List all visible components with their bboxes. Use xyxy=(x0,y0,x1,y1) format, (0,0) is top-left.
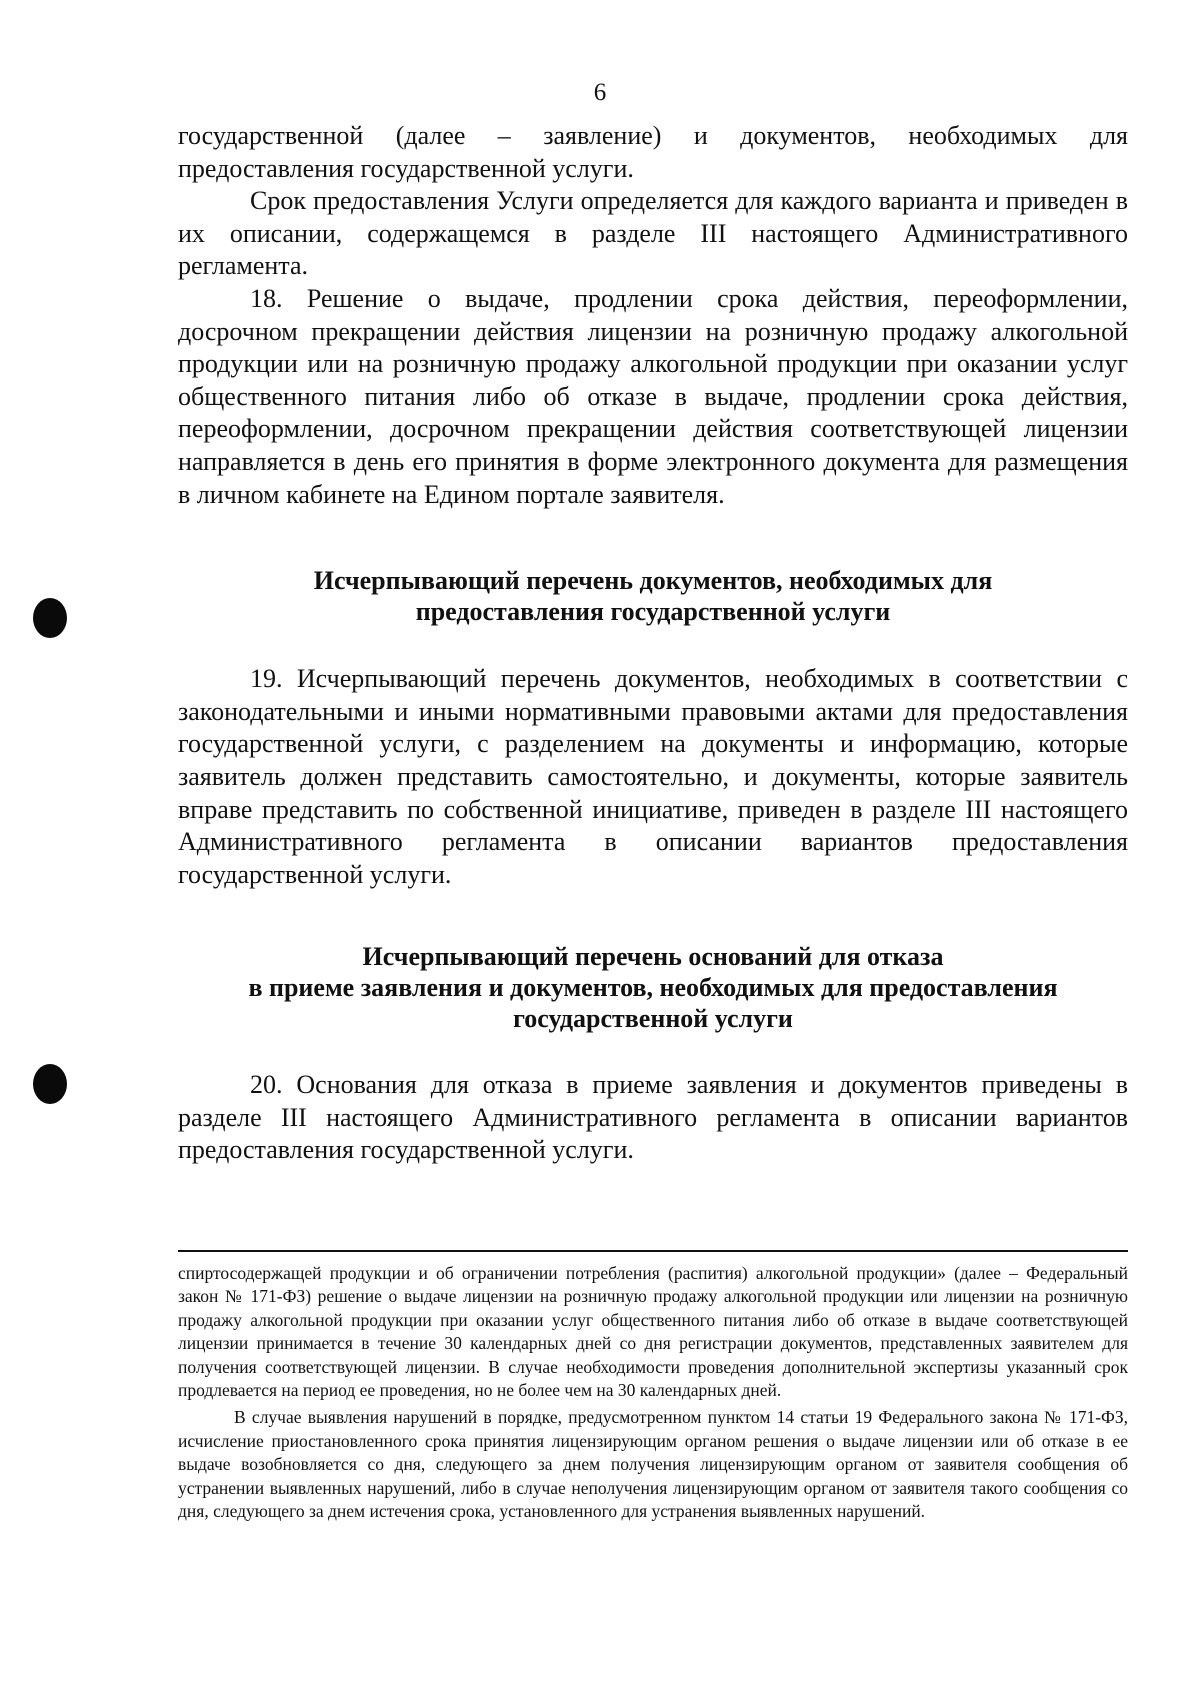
footnote-continuation: спиртосодержащей продукции и об ограничении потребления (распития) алкогольной продукции» (далее – Федеральный закон № 171-ФЗ) решение о выдаче лицензии на розничную продажу алкогольной продукции или лицензии на розничную продажу алкогольной продукции при оказании услуг общественного питания либо об отказе в выдаче соответствующей лицензии принимается в течение 30 календарных дней со дня регистрации документов, представленных заявителем для получения соответствующей лицензии. В случае необходимости проведения дополнительной экспертизы указанный срок продлевается на период ее проведения, но не более чем на 30 календарных дней. xyxy=(178,1263,1128,1401)
section-title-line: предоставления государственной услуги xyxy=(415,597,891,627)
paragraph-service-term: Срок предоставления Услуги определяется для каждого варианта и приведен в их описании, содержащемся в разделе III настоящего Административного регламента. xyxy=(178,186,1128,281)
section-title-line: государственной услуги xyxy=(513,1004,793,1034)
section-title-line: в приеме заявления и документов, необходимых для предоставления xyxy=(248,973,1058,1003)
footnote-paragraph: В случае выявления нарушений в порядке, предусмотренном пунктом 14 статьи 19 Федерального закона № 171-ФЗ, исчисление приостановленного срока принятия лицензирующим органом решения о выдаче лицензии или об отказе в ее выдаче возобновляется со дня, следующего за днем получения лицензирующим органом от заявителя сообщения об устранении выявленных нарушений, либо в случае неполучения лицензирующим органом от заявителя такого сообщения со дня, следующего за днем истечения срока, установленного для устранения выявленных нарушений. xyxy=(178,1407,1128,1522)
main-text xyxy=(178,120,1128,1167)
punch-hole-mark xyxy=(33,1064,67,1104)
footnotes xyxy=(178,1262,1128,1523)
section-title-refusal-grounds xyxy=(178,941,1128,1034)
page-number: 6 xyxy=(593,79,607,106)
section-title-line: Исчерпывающий перечень оснований для отказа xyxy=(362,942,944,972)
paragraph-18: 18. Решение о выдаче, продлении срока действия, переоформлении, досрочном прекращении действия лицензии на розничную продажу алкогольной продукции или на розничную продажу алкогольной продукции при оказании услуг общественного питания либо об отказе в выдаче, продлении срока действия, переоформлении, досрочном прекращении действия соответствующей лицензии направляется в день его принятия в форме электронного документа для размещения в личном кабинете на Едином портале заявителя. xyxy=(178,283,1128,509)
section-title-line: Исчерпывающий перечень документов, необходимых для xyxy=(313,566,993,596)
paragraph-19: 19. Исчерпывающий перечень документов, необходимых в соответствии с законодательными и иными нормативными правовыми актами для предоставления государственной услуги, с разделением на документы и информацию, которые заявитель должен представить самостоятельно, и документы, которые заявитель вправе представить по собственной инициативе, приведен в разделе III настоящего Административного регламента в описании вариантов предоставления государственной услуги. xyxy=(178,664,1128,889)
footnote-divider xyxy=(178,1250,1128,1252)
paragraph-20: 20. Основания для отказа в приеме заявления и документов приведены в разделе III настоящего Административного регламента в описании вариантов предоставления государственной услуги. xyxy=(178,1070,1128,1165)
section-title-documents xyxy=(178,565,1128,627)
paragraph-continuation: государственной (далее – заявление) и документов, необходимых для предоставления государственной услуги. xyxy=(178,121,1128,183)
punch-hole-mark xyxy=(33,598,67,638)
